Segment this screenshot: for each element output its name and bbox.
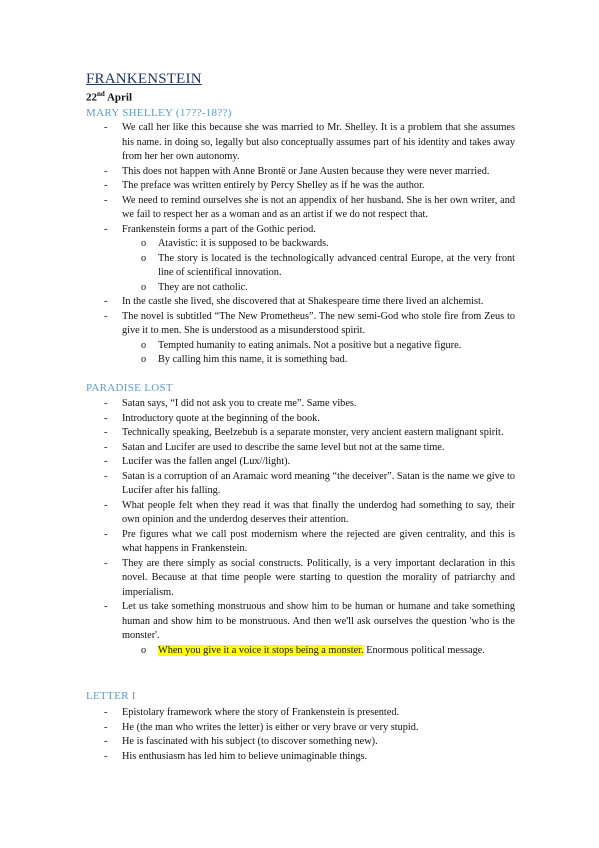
- bullet-text: Lucifer was the fallen angel (Lux//light).: [122, 456, 291, 467]
- dash-bullet-marker: -: [104, 122, 108, 133]
- bullet-item: [0, 470, 515, 499]
- sub-bullet-item: [0, 353, 515, 368]
- bullet-item: [0, 310, 515, 339]
- bullet-text: The novel is subtitled “The New Prometheus”. The new semi-God who stole fire from Zeus to give it to men. She is understood as a misunderstood spirit.: [122, 310, 515, 336]
- sub-bullet-item: [0, 281, 515, 296]
- bullet-text: Satan and Lucifer are used to describe the same level but not at the same time.: [122, 441, 445, 453]
- bullet-text: He (the man who writes the letter) is either or very brave or very stupid.: [122, 721, 419, 733]
- section-list: [0, 706, 599, 764]
- bullet-item: [0, 441, 515, 456]
- bullet-text: Pre figures what we call post modernism where the rejected are given centrality, and this is what happens in Frankenstein.: [122, 528, 515, 554]
- circle-bullet-marker: o: [141, 252, 147, 264]
- section-list: [0, 121, 599, 368]
- bullet-item: [0, 750, 515, 765]
- bullet-text: We call her like this because she was married to Mr. Shelley. It is a problem that she assumes his name. in doing so, legally but also conceptually assumes part of his identity and takes away from her her own autonomy.: [122, 122, 515, 162]
- dash-bullet-marker: -: [104, 707, 108, 718]
- bullet-text: They are there simply as social constructs. Politically, is a very important declaration in this novel. Because at that time people were starting to question the morality of patriarchy and imperialism.: [122, 557, 515, 598]
- dash-bullet-marker: -: [104, 398, 108, 409]
- bullet-text: The preface was written entirely by Percy Shelley as if he was the author.: [122, 180, 425, 191]
- bullet-text: We need to remind ourselves she is not an appendix of her husband. She is her own writer, and we fail to respect her as a woman and as an artist if we do not respect that.: [122, 194, 515, 220]
- bullet-text: His enthusiasm has led him to believe unimaginable things.: [122, 750, 368, 762]
- dash-bullet-marker: -: [104, 528, 108, 540]
- dash-bullet-marker: -: [104, 499, 108, 511]
- date-suffix: nd: [97, 90, 105, 98]
- bullet-text: Atavistic: it is supposed to be backwards.: [158, 238, 329, 249]
- dash-bullet-marker: -: [104, 601, 108, 612]
- highlighted-text: When you give it a voice it stops being a monster.: [158, 644, 364, 656]
- dash-bullet-marker: -: [104, 470, 108, 482]
- bullet-item: [0, 412, 515, 427]
- bullet-item: [0, 194, 515, 223]
- section-heading: PARADISE LOST: [86, 382, 173, 394]
- dash-bullet-marker: -: [104, 412, 108, 424]
- bullet-text: He is fascinated with his subject (to discover something new).: [122, 736, 378, 747]
- bullet-text: Enormous political message.: [363, 644, 485, 656]
- bullet-text: The story is located is the technologically advanced central Europe, at the very front line of scientifical innovation.: [158, 252, 515, 278]
- circle-bullet-marker: o: [141, 339, 147, 351]
- bullet-item: [0, 397, 515, 412]
- bullet-item: [0, 706, 515, 721]
- bullet-item: [0, 295, 515, 310]
- bullet-item: [0, 557, 515, 601]
- dash-bullet-marker: -: [104, 296, 108, 307]
- bullet-text: This does not happen with Anne Brontë or Jane Austen because they were never married.: [122, 165, 490, 177]
- bullet-item: [0, 600, 515, 644]
- bullet-item: [0, 179, 515, 194]
- circle-bullet-marker: o: [141, 238, 147, 249]
- bullet-item: [0, 528, 515, 557]
- bullet-text: Frankenstein forms a part of the Gothic period.: [122, 223, 316, 235]
- bullet-text: Technically speaking, Beelzebub is a separate monster, very ancient eastern malignant spirit.: [122, 427, 504, 438]
- bullet-item: [0, 223, 515, 238]
- bullet-item: [0, 165, 515, 180]
- bullet-item: [0, 499, 515, 528]
- bullet-item: [0, 426, 515, 441]
- bullet-item: [0, 455, 515, 470]
- dash-bullet-marker: -: [104, 736, 108, 747]
- section-heading: LETTER I: [86, 690, 136, 702]
- bullet-text: Satan says, “I did not ask you to create me”. Same vibes.: [122, 398, 357, 409]
- bullet-text: Let us take something monstruous and show him to be human or humane and take something human and show him to be monstruous. And then we'll ask ourselves the question 'who is the monster'.: [122, 601, 515, 641]
- section-list: [0, 397, 599, 658]
- dash-bullet-marker: -: [104, 180, 108, 191]
- lecture-date: [86, 90, 132, 104]
- circle-bullet-marker: o: [141, 644, 147, 656]
- sub-bullet-item: [0, 644, 515, 659]
- date-month: April: [106, 91, 133, 104]
- document-title: FRANKENSTEIN: [86, 71, 202, 87]
- dash-bullet-marker: -: [104, 165, 108, 177]
- sub-bullet-item: [0, 252, 515, 281]
- bullet-text: Satan is a corruption of an Aramaic word meaning “the deceiver”. Satan is the name we give to Lucifer after his falling.: [122, 470, 515, 496]
- circle-bullet-marker: o: [141, 281, 147, 293]
- dash-bullet-marker: -: [104, 557, 108, 569]
- sub-bullet-item: [0, 237, 515, 252]
- bullet-text: Tempted humanity to eating animals. Not a positive but a negative figure.: [158, 339, 462, 351]
- sub-bullet-item: [0, 339, 515, 354]
- bullet-text: What people felt when they read it was that finally the underdog had something to say, their own opinion and the underdog deserves their attention.: [122, 499, 515, 525]
- bullet-item: [0, 721, 515, 736]
- bullet-text: In the castle she lived, she discovered that at Shakespeare time there lived an alchemist.: [122, 296, 484, 307]
- section-heading: MARY SHELLEY (17??-18??): [86, 107, 232, 119]
- circle-bullet-marker: o: [141, 354, 147, 365]
- bullet-text: They are not catholic.: [158, 281, 248, 293]
- bullet-item: [0, 121, 515, 165]
- bullet-text: By calling him this name, it is something bad.: [158, 354, 348, 365]
- bullet-text: Introductory quote at the beginning of the book.: [122, 412, 320, 424]
- dash-bullet-marker: -: [104, 223, 108, 235]
- dash-bullet-marker: -: [104, 441, 108, 453]
- bullet-text: Epistolary framework where the story of Frankenstein is presented.: [122, 707, 400, 718]
- dash-bullet-marker: -: [104, 427, 108, 438]
- dash-bullet-marker: -: [104, 456, 108, 467]
- date-day: 22: [86, 91, 97, 104]
- dash-bullet-marker: -: [104, 194, 108, 206]
- dash-bullet-marker: -: [104, 750, 108, 762]
- dash-bullet-marker: -: [104, 310, 108, 322]
- bullet-item: [0, 735, 515, 750]
- dash-bullet-marker: -: [104, 721, 108, 733]
